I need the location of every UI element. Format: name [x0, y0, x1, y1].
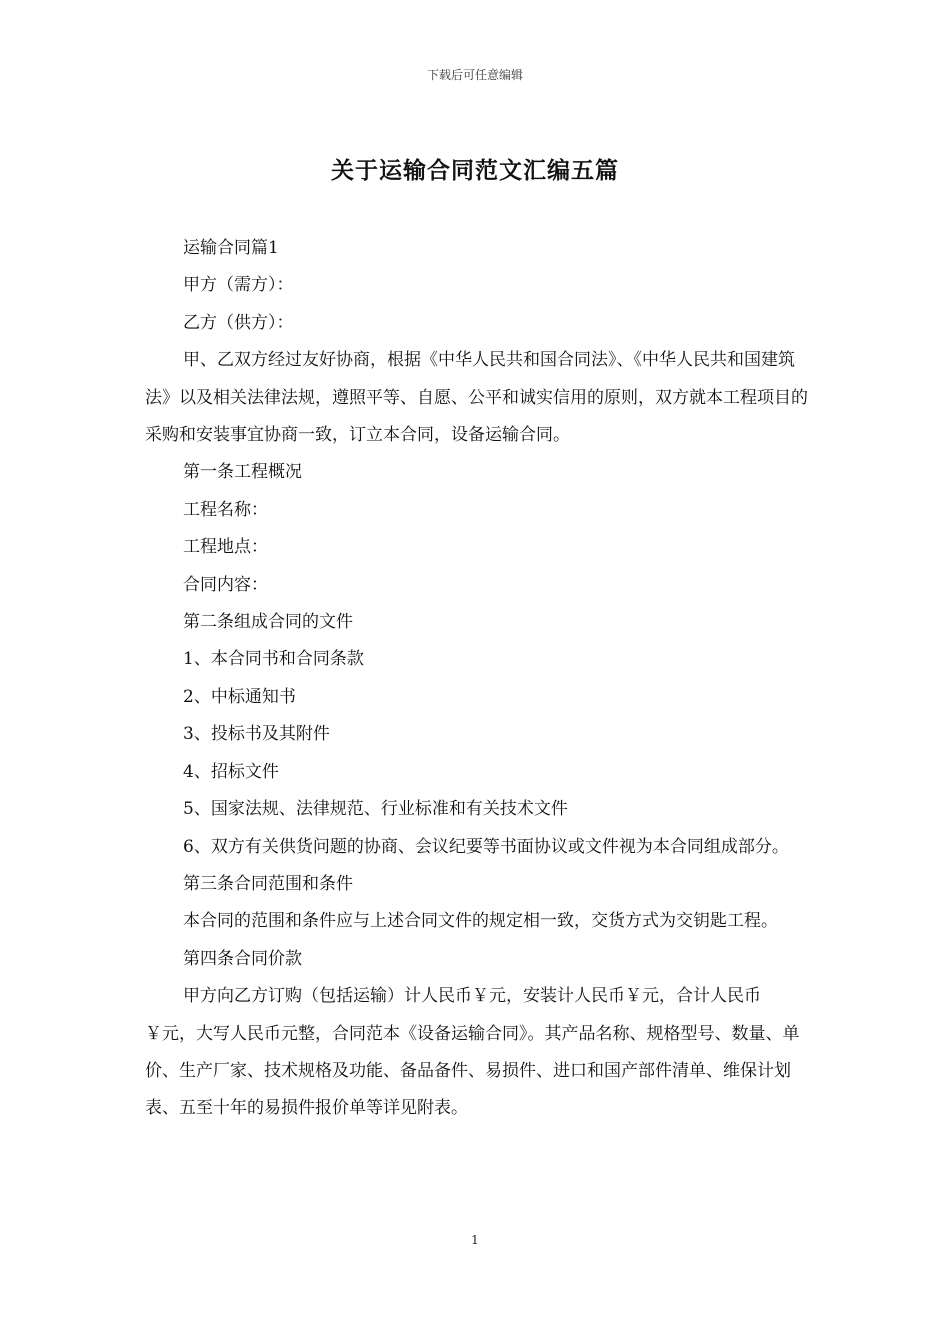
document-title: 关于运输合同范文汇编五篇 [331, 157, 619, 184]
paragraph: 本合同的范围和条件应与上述合同文件的规定相一致，交货方式为交钥匙工程。 [183, 911, 778, 932]
paragraph: 2、中标通知书 [183, 686, 296, 707]
paragraph: 第四条合同价款 [183, 948, 302, 969]
paragraph: 1、本合同书和合同条款 [183, 649, 364, 670]
page-number: 1 [471, 1233, 479, 1247]
document-body [145, 230, 810, 1128]
paragraph: 第三条合同范围和条件 [183, 873, 353, 894]
paragraph: 甲、乙双方经过友好协商，根据《中华人民共和国合同法》、《中华人民共和国建筑法》以及相关法律法规，遵照平等、自愿、公平和诚实信用的原则，双方就本工程项目的采购和安装事宜协商一致，订立本合同，设备运输合同。 [145, 350, 808, 446]
paragraph: 3、投标书及其附件 [183, 724, 330, 745]
paragraph: 甲方（需方）： [183, 275, 294, 296]
paragraph: 第一条工程概况 [183, 462, 302, 483]
paragraph: 工程地点： [183, 537, 268, 558]
paragraph: 5、国家法规、法律规范、行业标准和有关技术文件 [183, 799, 568, 820]
paragraph: 工程名称： [183, 499, 268, 520]
paragraph: 乙方（供方）： [183, 312, 294, 333]
paragraph: 6、双方有关供货问题的协商、会议纪要等书面协议或文件视为本合同组成部分。 [183, 836, 789, 857]
paragraph: 甲方向乙方订购（包括运输）计人民币￥元，安装计人民币￥元，合计人民币￥元，大写人民币元整，合同范本《设备运输合同》。其产品名称、规格型号、数量、单价、生产厂家、技术规格及功能、备品备件、易损件、进口和国产部件清单、维保计划表、五至十年的易损件报价单等详见附表。 [145, 986, 800, 1119]
paragraph: 合同内容： [183, 574, 268, 595]
paragraph: 运输合同篇1 [183, 238, 279, 258]
page-header: 下载后可任意编辑 [426, 68, 523, 82]
paragraph: 第二条组成合同的文件 [183, 612, 353, 633]
paragraph: 4、招标文件 [183, 761, 279, 782]
